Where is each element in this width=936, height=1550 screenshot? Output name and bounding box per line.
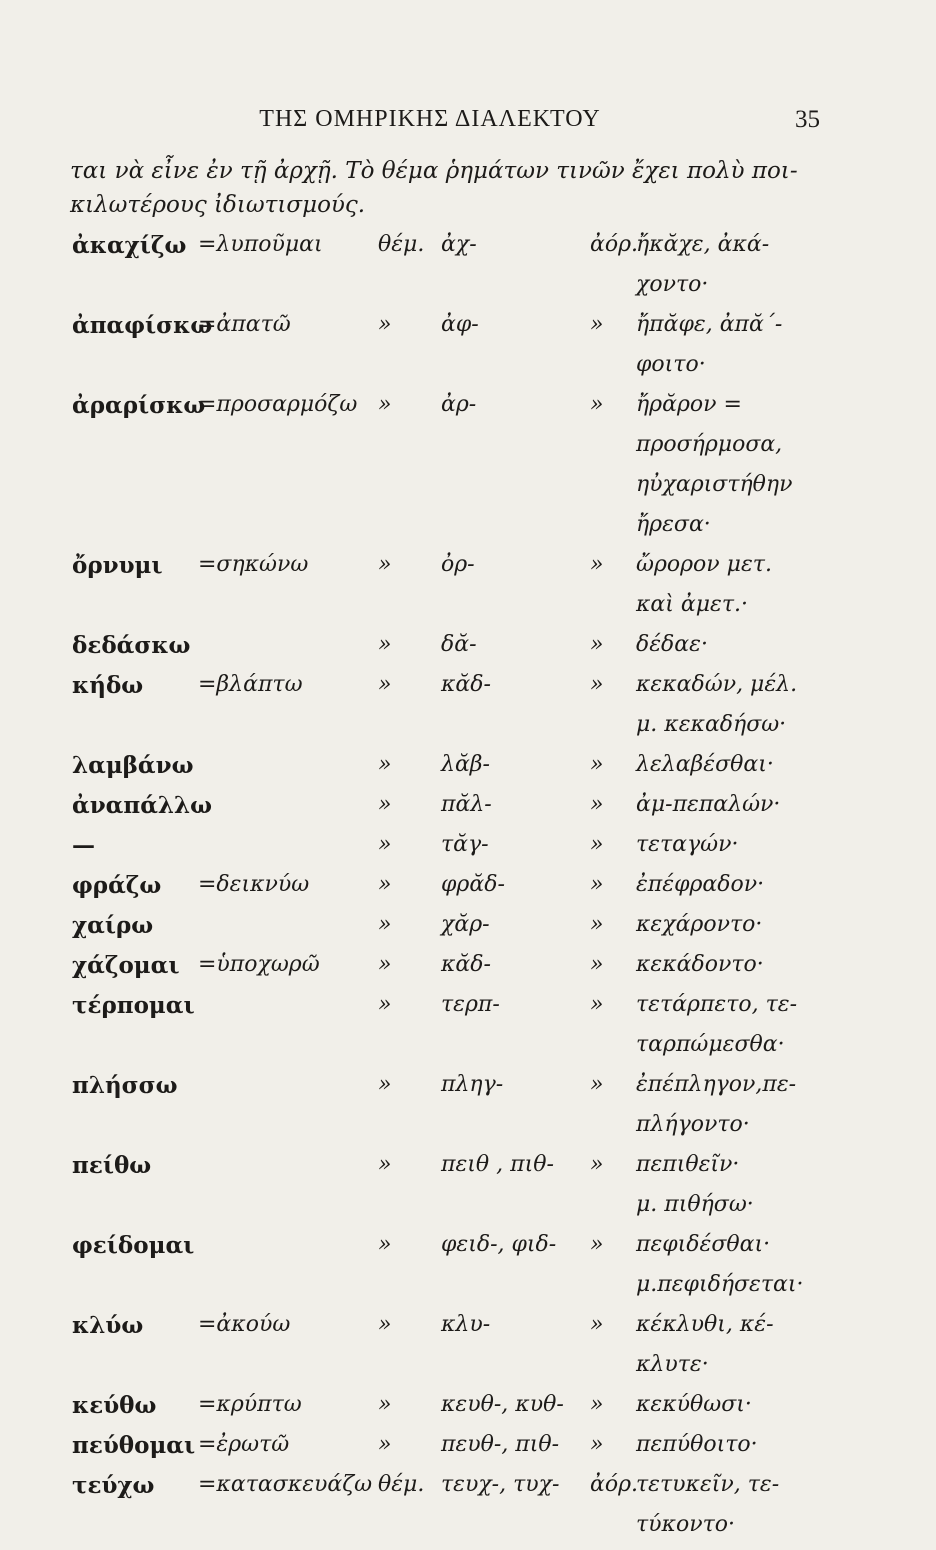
theme-marker: » — [378, 912, 392, 937]
list-item — [0, 230, 936, 270]
verb-theme: κᾰδ- — [441, 952, 491, 977]
form-marker: » — [590, 1432, 604, 1457]
form-marker: » — [590, 1232, 604, 1257]
theme-marker: θέμ. — [378, 1472, 425, 1497]
form-marker: » — [590, 552, 604, 577]
verb-gloss: =δεικνύω — [198, 872, 310, 897]
list-item — [0, 1190, 936, 1230]
list-item — [0, 1270, 936, 1310]
theme-marker: » — [378, 952, 392, 977]
form-marker: » — [590, 792, 604, 817]
list-item — [0, 270, 936, 310]
verb-theme: τερπ- — [441, 992, 500, 1017]
verb-form: πλήγοντο· — [636, 1112, 750, 1137]
verb-lemma: κήδω — [72, 672, 144, 699]
form-marker: » — [590, 1392, 604, 1417]
verb-form: κεχάροντο· — [636, 912, 763, 937]
list-item — [0, 1110, 936, 1150]
verb-form: κεκύθωσι· — [636, 1392, 752, 1417]
verb-theme: ὀρ- — [441, 552, 475, 577]
verb-form: πεπύθοιτο· — [636, 1432, 758, 1457]
page-header — [0, 106, 936, 142]
list-item — [0, 1430, 936, 1470]
verb-theme: λᾰβ- — [441, 752, 490, 777]
verb-theme: πᾰλ- — [441, 792, 492, 817]
form-marker: » — [590, 872, 604, 897]
verb-theme: πειθ , πιθ- — [441, 1152, 554, 1177]
list-item — [0, 350, 936, 390]
verb-form: ηὐχαριστήθην — [636, 472, 793, 497]
verb-lemma: κεύθω — [72, 1392, 157, 1419]
list-item — [0, 1070, 936, 1110]
verb-theme: πληγ- — [441, 1072, 504, 1097]
list-item — [0, 950, 936, 990]
verb-theme: χᾰρ- — [441, 912, 490, 937]
verb-gloss: =βλάπτω — [198, 672, 303, 697]
verb-gloss: =σηκώνω — [198, 552, 309, 577]
verb-lemma: τεύχω — [72, 1472, 155, 1499]
list-item — [0, 790, 936, 830]
verb-form: ἐπέφραδον· — [636, 872, 765, 897]
list-item — [0, 990, 936, 1030]
form-marker: » — [590, 912, 604, 937]
verb-form: κλυτε· — [636, 1352, 709, 1377]
form-marker: » — [590, 832, 604, 857]
list-item — [0, 910, 936, 950]
verb-lemma: ἀπαφίσκω — [72, 312, 213, 339]
verb-gloss: =προσαρμόζω — [198, 392, 358, 417]
verb-gloss: =λυποῦμαι — [198, 232, 323, 257]
verb-lemma: φράζω — [72, 872, 162, 899]
theme-marker: » — [378, 552, 392, 577]
form-marker: » — [590, 752, 604, 777]
list-item — [0, 550, 936, 590]
intro-line: ται νὰ εἶνε ἐν τῇ ἀρχῇ. Τὸ θέμα ῥημάτων τινῶν ἔχει πολὺ ποι- — [70, 158, 798, 184]
form-marker: » — [590, 952, 604, 977]
verb-lemma: πλήσσω — [72, 1072, 178, 1099]
theme-marker: » — [378, 1232, 392, 1257]
form-marker: ἀόρ. — [590, 232, 639, 257]
theme-marker: » — [378, 792, 392, 817]
theme-marker: » — [378, 672, 392, 697]
list-item — [0, 630, 936, 670]
verb-lemma: ἀραρίσκω — [72, 392, 206, 419]
verb-lemma: πεύθομαι — [72, 1432, 196, 1459]
theme-marker: » — [378, 312, 392, 337]
list-item — [0, 1510, 936, 1550]
verb-list — [0, 230, 936, 1550]
verb-lemma: χάζομαι — [72, 952, 180, 979]
running-title: ΤΗΣ ΟΜΗΡΙΚΗΣ ΔΙΑΛΕΚΤΟΥ — [259, 106, 601, 132]
intro-paragraph — [70, 158, 815, 226]
verb-lemma: λαμβάνω — [72, 752, 194, 779]
verb-form: πεφιδέσθαι· — [636, 1232, 771, 1257]
list-item — [0, 310, 936, 350]
verb-theme: τευχ-, τυχ- — [441, 1472, 560, 1497]
verb-lemma: — — [72, 832, 95, 859]
form-marker: » — [590, 992, 604, 1017]
verb-form: ἤκᾰχε, ἀκά- — [636, 232, 770, 257]
list-item — [0, 590, 936, 630]
list-item — [0, 830, 936, 870]
verb-form: τύκοντο· — [636, 1512, 735, 1537]
verb-form: τετάρπετο, τε- — [636, 992, 798, 1017]
list-item — [0, 670, 936, 710]
verb-theme: ἀρ- — [441, 392, 477, 417]
list-item — [0, 470, 936, 510]
verb-form: ἤρεσα· — [636, 512, 711, 537]
list-item — [0, 1150, 936, 1190]
verb-form: προσήρμοσα, — [636, 432, 783, 457]
verb-form: ἐπέπληγον,πε- — [636, 1072, 797, 1097]
verb-theme: κᾰδ- — [441, 672, 491, 697]
verb-form: κέκλυθι, κέ- — [636, 1312, 774, 1337]
verb-lemma: δεδάσκω — [72, 632, 191, 659]
verb-theme: τᾰγ- — [441, 832, 489, 857]
theme-marker: » — [378, 992, 392, 1017]
theme-marker: » — [378, 392, 392, 417]
list-item — [0, 390, 936, 430]
verb-form: κεκάδοντο· — [636, 952, 764, 977]
verb-gloss: =ἀπατῶ — [198, 312, 291, 337]
form-marker: » — [590, 632, 604, 657]
list-item — [0, 1470, 936, 1510]
form-marker: » — [590, 1312, 604, 1337]
theme-marker: » — [378, 632, 392, 657]
verb-gloss: =ἐρωτῶ — [198, 1432, 290, 1457]
page-number: 35 — [795, 106, 820, 133]
verb-form: μ.πεφιδήσεται· — [636, 1272, 804, 1297]
verb-theme: φρᾰδ- — [441, 872, 505, 897]
list-item — [0, 870, 936, 910]
verb-lemma: φείδομαι — [72, 1232, 195, 1259]
list-item — [0, 510, 936, 550]
theme-marker: » — [378, 752, 392, 777]
verb-form: πεπιθεῖν· — [636, 1152, 740, 1177]
verb-lemma: πείθω — [72, 1152, 152, 1179]
list-item — [0, 710, 936, 750]
verb-theme: ἀφ- — [441, 312, 479, 337]
list-item — [0, 750, 936, 790]
verb-form: τεταγών· — [636, 832, 739, 857]
form-marker: » — [590, 672, 604, 697]
verb-form: φοιτο· — [636, 352, 706, 377]
verb-theme: κλυ- — [441, 1312, 491, 1337]
verb-lemma: ὄρνυμι — [72, 552, 163, 579]
verb-form: δέδαε· — [636, 632, 708, 657]
verb-lemma: ἀναπάλλω — [72, 792, 213, 819]
verb-lemma: τέρπομαι — [72, 992, 195, 1019]
form-marker: » — [590, 392, 604, 417]
verb-form: καὶ ἀμετ.· — [636, 592, 749, 617]
intro-line: κιλωτέρους ἰδιωτισμούς. — [70, 192, 366, 218]
theme-marker: » — [378, 872, 392, 897]
list-item — [0, 1030, 936, 1070]
verb-lemma: ἀκαχίζω — [72, 232, 187, 259]
verb-form: ἤπᾰφε, ἀπᾰ΄- — [636, 312, 783, 337]
theme-marker: » — [378, 832, 392, 857]
form-marker: » — [590, 312, 604, 337]
list-item — [0, 430, 936, 470]
theme-marker: » — [378, 1072, 392, 1097]
verb-gloss: =ὑποχωρῶ — [198, 952, 320, 977]
verb-form: κεκαδών, μέλ. — [636, 672, 798, 697]
theme-marker: » — [378, 1152, 392, 1177]
verb-form: ταρπώμεσθα· — [636, 1032, 785, 1057]
verb-lemma: κλύω — [72, 1312, 144, 1339]
list-item — [0, 1350, 936, 1390]
theme-marker: » — [378, 1432, 392, 1457]
verb-theme: ἀχ- — [441, 232, 477, 257]
verb-form: μ. κεκαδήσω· — [636, 712, 787, 737]
verb-theme: φειδ-, φιδ- — [441, 1232, 557, 1257]
verb-gloss: =κρύπτω — [198, 1392, 302, 1417]
verb-gloss: =κατασκευάζω — [198, 1472, 373, 1497]
verb-gloss: =ἀκούω — [198, 1312, 291, 1337]
verb-form: χοντο· — [636, 272, 709, 297]
form-marker: ἀόρ. — [590, 1472, 639, 1497]
list-item — [0, 1230, 936, 1270]
verb-form: τετυκεῖν, τε- — [636, 1472, 780, 1497]
form-marker: » — [590, 1152, 604, 1177]
verb-theme: πευθ-, πιθ- — [441, 1432, 560, 1457]
verb-theme: κευθ-, κυθ- — [441, 1392, 564, 1417]
list-item — [0, 1390, 936, 1430]
verb-lemma: χαίρω — [72, 912, 154, 939]
verb-form: ἀμ-πεπαλών· — [636, 792, 781, 817]
verb-form: ὤρορον μετ. — [636, 552, 772, 577]
theme-marker: » — [378, 1392, 392, 1417]
verb-form: ἤρᾰρον = — [636, 392, 742, 417]
verb-form: λελαβέσθαι· — [636, 752, 774, 777]
verb-form: μ. πιθήσω· — [636, 1192, 754, 1217]
list-item — [0, 1310, 936, 1350]
theme-marker: » — [378, 1312, 392, 1337]
verb-theme: δᾰ- — [441, 632, 477, 657]
theme-marker: θέμ. — [378, 232, 425, 257]
form-marker: » — [590, 1072, 604, 1097]
